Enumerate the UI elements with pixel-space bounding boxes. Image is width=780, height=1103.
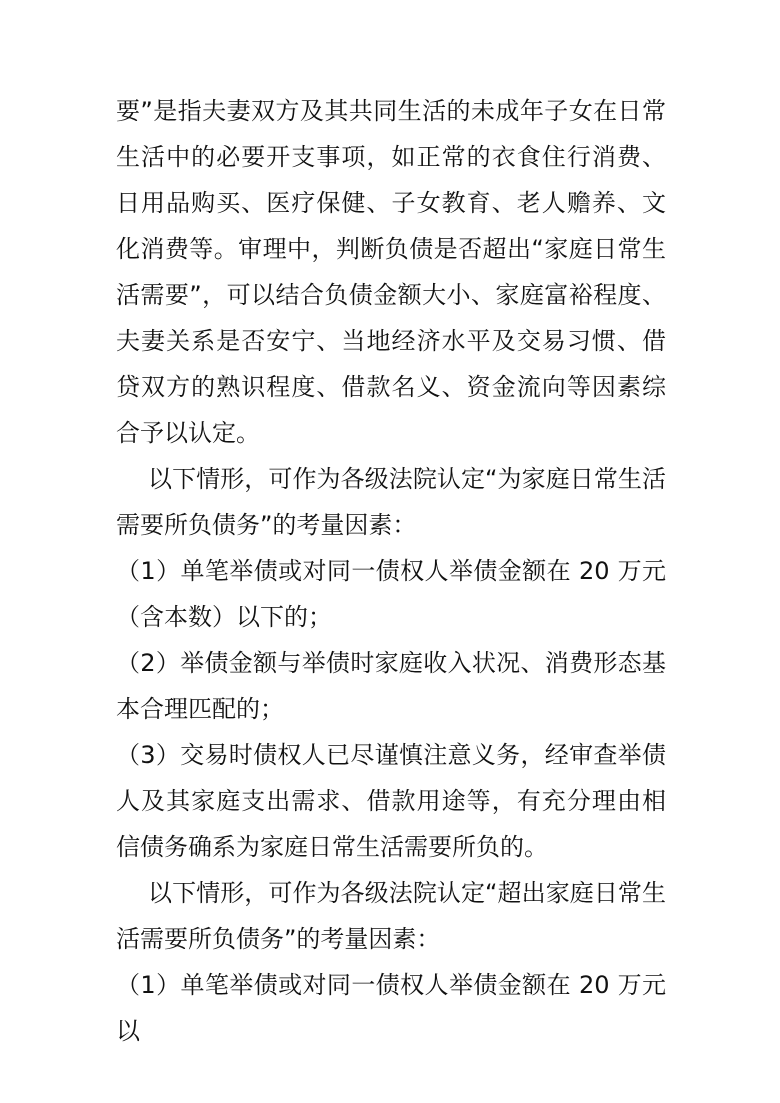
list-item-daily-needs-2: （2）举债金额与举债时家庭收入状况、消费形态基本合理匹配的； <box>116 649 666 723</box>
paragraph-daily-needs-intro: 以下情形，可作为各级法院认定“为家庭日常生活需要所负债务”的考量因素： <box>116 465 666 539</box>
paragraph-definition-continued: 要”是指夫妻双方及其共同生活的未成年子女在日常生活中的必要开支事项，如正常的衣食住行消费、日用品购买、医疗保健、子女教育、老人赡养、文化消费等。审理中，判断负债是否超出“家庭日常生活需要”，可以结合负债金额大小、家庭富裕程度、夫妻关系是否安宁、当地经济水平及交易习惯、借贷双方的熟识程度、借款名义、资金流向等因素综合予以认定。 <box>116 97 666 447</box>
paragraph-exceeding-needs-intro: 以下情形，可作为各级法院认定“超出家庭日常生活需要所负债务”的考量因素： <box>116 879 666 953</box>
list-item-daily-needs-1: （1）单笔举债或对同一债权人举债金额在 20 万元（含本数）以下的； <box>116 557 666 631</box>
list-item-daily-needs-3: （3）交易时债权人已尽谨慎注意义务，经审查举债人及其家庭支出需求、借款用途等，有充分理由相信债务确系为家庭日常生活需要所负的。 <box>116 741 666 861</box>
list-item-exceeding-needs-1: （1）单笔举债或对同一债权人举债金额在 20 万元以 <box>116 971 666 1045</box>
document-body <box>116 88 666 1054</box>
